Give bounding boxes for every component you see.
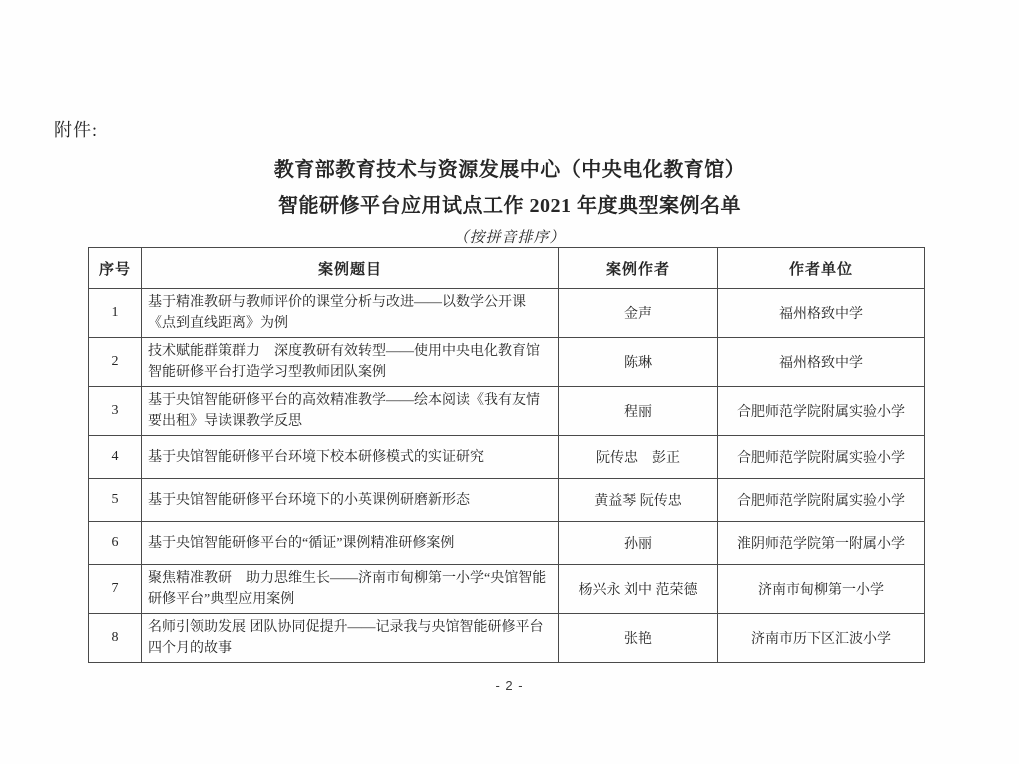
header-case-title: 案例题目 — [142, 248, 559, 289]
cell-case-author: 黄益琴 阮传忠 — [559, 479, 718, 522]
cell-case-author: 杨兴永 刘中 范荣德 — [559, 565, 718, 614]
document-title-line-2: 智能研修平台应用试点工作 2021 年度典型案例名单 — [278, 195, 741, 217]
cell-author-unit: 合肥师范学院附属实验小学 — [718, 387, 925, 436]
cell-serial-number: 1 — [89, 289, 142, 338]
cell-author-unit: 济南市历下区汇波小学 — [718, 614, 925, 663]
cell-case-title: 基于央馆智能研修平台的高效精准教学——绘本阅读《我有友情要出租》导读课教学反思 — [142, 387, 559, 436]
cell-serial-number: 2 — [89, 338, 142, 387]
cell-author-unit: 福州格致中学 — [718, 338, 925, 387]
cell-case-title: 基于央馆智能研修平台的“循证”课例精准研修案例 — [142, 522, 559, 565]
cell-case-author: 阮传忠 彭正 — [559, 436, 718, 479]
cell-case-author: 金声 — [559, 289, 718, 338]
cell-case-title: 聚焦精准教研 助力思维生长——济南市甸柳第一小学“央馆智能研修平台”典型应用案例 — [142, 565, 559, 614]
header-case-author: 案例作者 — [559, 248, 718, 289]
cell-serial-number: 3 — [89, 387, 142, 436]
cell-case-title: 名师引领助发展 团队协同促提升——记录我与央馆智能研修平台四个月的故事 — [142, 614, 559, 663]
table-row — [89, 614, 925, 663]
cell-author-unit: 合肥师范学院附属实验小学 — [718, 436, 925, 479]
table-row — [89, 289, 925, 338]
document-title-line-1: 教育部教育技术与资源发展中心（中央电化教育馆） — [273, 159, 746, 181]
attachment-label: 附件: — [54, 120, 99, 140]
cell-case-title: 基于央馆智能研修平台环境下的小英课例研磨新形态 — [142, 479, 559, 522]
table-row — [89, 479, 925, 522]
header-serial-number: 序号 — [89, 248, 142, 289]
table-row — [89, 436, 925, 479]
table-row — [89, 387, 925, 436]
table-row — [89, 338, 925, 387]
page-number: - 2 - — [495, 678, 524, 693]
table-row — [89, 565, 925, 614]
cell-case-author: 陈琳 — [559, 338, 718, 387]
document-title — [0, 152, 1019, 224]
cell-case-title: 基于精准教研与教师评价的课堂分析与改进——以数学公开课《点到直线距离》为例 — [142, 289, 559, 338]
cell-author-unit: 福州格致中学 — [718, 289, 925, 338]
cell-serial-number: 5 — [89, 479, 142, 522]
cell-serial-number: 8 — [89, 614, 142, 663]
cell-serial-number: 4 — [89, 436, 142, 479]
sort-note: （按拼音排序） — [453, 230, 566, 246]
cell-author-unit: 济南市甸柳第一小学 — [718, 565, 925, 614]
table-header-row — [89, 248, 925, 289]
cell-case-title: 技术赋能群策群力 深度教研有效转型——使用中央电化教育馆智能研修平台打造学习型教师团队案例 — [142, 338, 559, 387]
cell-case-author: 孙丽 — [559, 522, 718, 565]
cell-author-unit: 合肥师范学院附属实验小学 — [718, 479, 925, 522]
cell-author-unit: 淮阴师范学院第一附属小学 — [718, 522, 925, 565]
cell-case-author: 程丽 — [559, 387, 718, 436]
header-author-unit: 作者单位 — [718, 248, 925, 289]
cell-serial-number: 6 — [89, 522, 142, 565]
cell-case-title: 基于央馆智能研修平台环境下校本研修模式的实证研究 — [142, 436, 559, 479]
table-row — [89, 522, 925, 565]
cell-case-author: 张艳 — [559, 614, 718, 663]
cell-serial-number: 7 — [89, 565, 142, 614]
case-list-table — [88, 247, 925, 663]
